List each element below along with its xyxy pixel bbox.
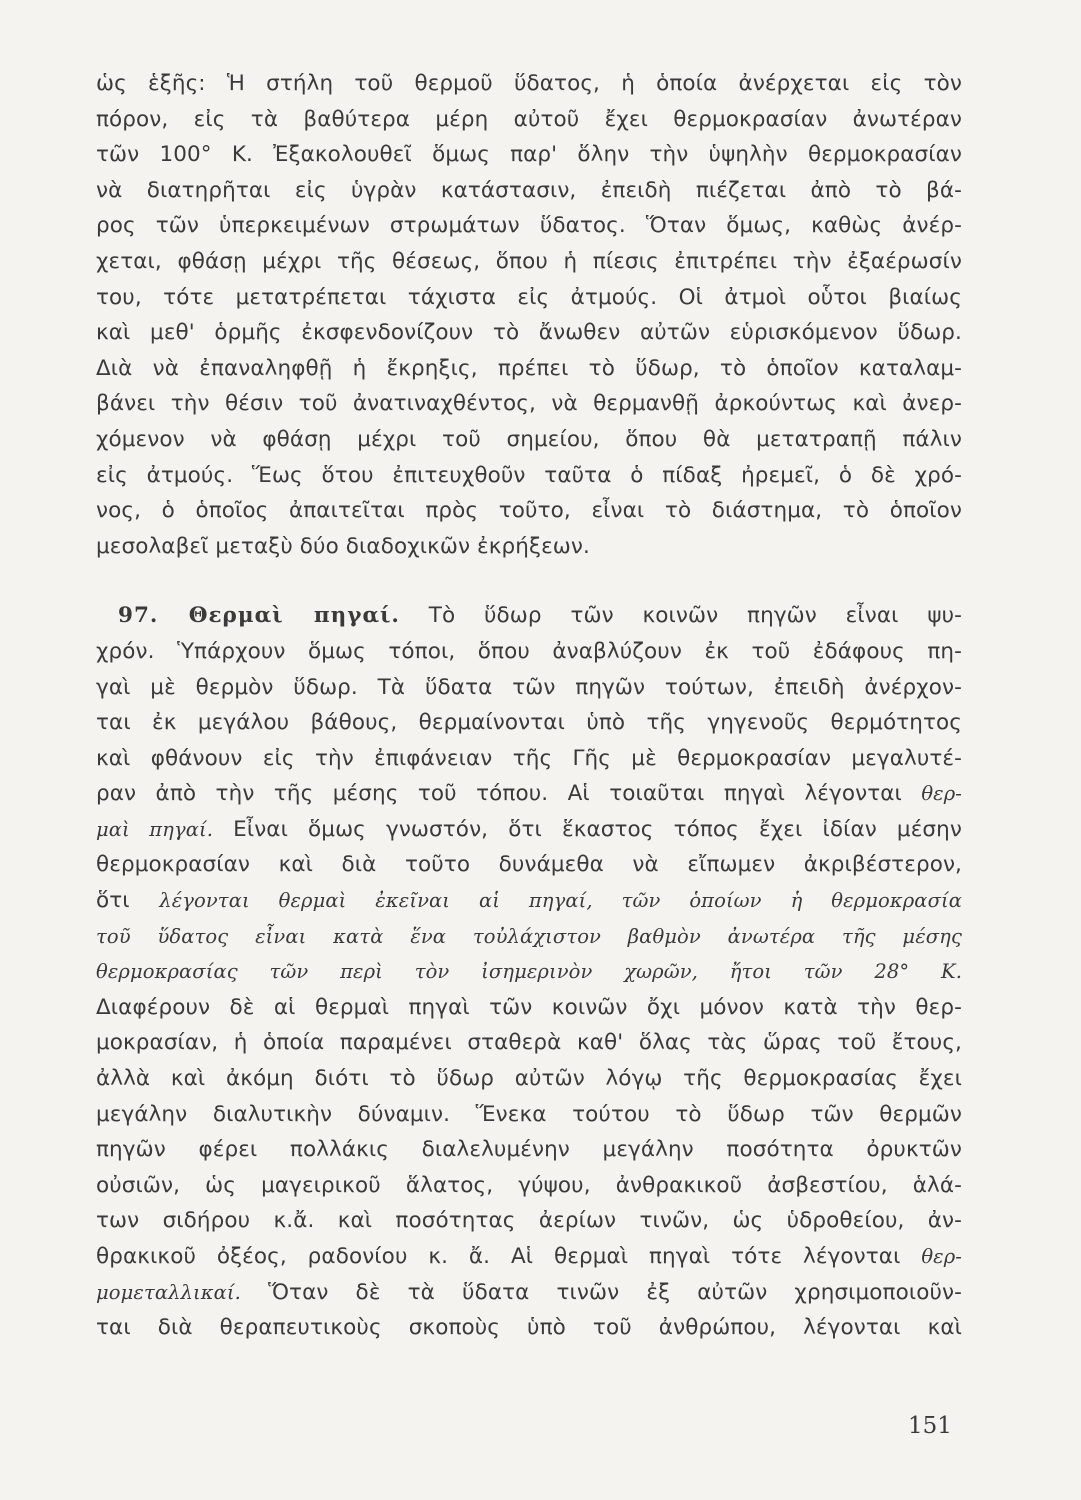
text-span: ὅτι [96,888,160,914]
section-gap [96,564,962,598]
page-number: 151 [908,1413,952,1439]
text-line: χεται, φθάσῃ μέχρι τῆς θέσεως, ὅπου ἡ πίεσις ἐπιτρέπει τὴν ἐξαέρωσίν [96,248,962,274]
text-line: πόρον, εἰς τὰ βαθύτερα μέρη αὐτοῦ ἔχει θερμοκρασίαν ἀνωτέραν [96,106,962,132]
text-line: ρος τῶν ὑπερκειμένων στρωμάτων ὕδατος. Ὅταν ὅμως, καθὼς ἀνέρ- [96,213,962,239]
text-line: γαὶ μὲ θερμὸν ὕδωρ. Τὰ ὕδατα τῶν πηγῶν τούτων, ἐπειδὴ ἀνέρχον- [96,674,962,700]
text-line [96,1239,962,1275]
text-span: θρακικοῦ ὀξέος, ραδονίου κ. ἄ. Αἱ θερμαὶ πηγαὶ τότε λέγονται [96,1244,922,1269]
text-line: χόμενον νὰ φθάσῃ μέχρι τοῦ σημείου, ὅπου θὰ μετατραπῇ πάλιν [96,426,962,452]
section-thermal-springs [96,598,962,1345]
text-line: Διαφέρουν δὲ αἱ θερμαὶ πηγαὶ τῶν κοινῶν ὄχι μόνον κατὰ τὴν θερ- [96,994,962,1020]
text-line: πηγῶν φέρει πολλάκις διαλελυμένην μεγάλην ποσότητα ὀρυκτῶν [96,1137,962,1163]
text-line: μοκρασίαν, ἡ ὁποία παραμένει σταθερὰ καθ' ὅλας τὰς ὥρας τοῦ ἔτους, [96,1030,962,1056]
text-line: ται διὰ θεραπευτικοὺς σκοποὺς ὑπὸ τοῦ ἀνθρώπου, λέγονται καὶ [96,1315,962,1341]
text-line: των σιδήρου κ.ἄ. καὶ ποσότητας ἀερίων τινῶν, ὡς ὑδροθείου, ἀν- [96,1208,962,1234]
text-line: τῶν 100° Κ. Ἐξακολουθεῖ ὅμως παρ' ὅλην τὴν ὑψηλὴν θερμοκρασίαν [96,142,962,168]
text-line: ὡς ἑξῆς: Ἡ στήλη τοῦ θερμοῦ ὕδατος, ἡ ὁποία ἀνέρχεται εἰς τὸν [96,71,962,96]
page-body [96,66,962,1346]
text-span: Εἶναι ὅμως γνωστόν, ὅτι ἕκαστος τόπος ἔχει ἰδίαν μέσην [213,816,962,842]
text-line [96,883,962,919]
text-line: θερμοκρασίαν καὶ διὰ τοῦτο δυνάμεθα νὰ εἴπωμεν ἀκριβέστερον, [96,852,962,878]
text-line: χρόν. Ὑπάρχουν ὅμως τόποι, ὅπου ἀναβλύζουν ἐκ τοῦ ἐδάφους πη- [96,638,962,664]
section-heading: 97. Θερμαὶ πηγαί. [118,603,400,629]
italic-term: θερ- [921,1245,962,1268]
text-line: νος, ὁ ὁποῖος ἀπαιτεῖται πρὸς τοῦτο, εἶναι τὸ διάστημα, τὸ ὁποῖον [96,498,962,524]
section-first-line [96,598,962,634]
text-line: καὶ φθάνουν εἰς τὴν ἐπιφάνειαν τῆς Γῆς μὲ θερμοκρασίαν μεγαλυτέ- [96,745,962,771]
text-line: νὰ διατηρῆται εἰς ὑγρὰν κατάστασιν, ἐπειδὴ πιέζεται ἀπὸ τὸ βά- [96,177,962,203]
text-line [96,1275,962,1311]
text-line: ται ἐκ μεγάλου βάθους, θερμαίνονται ὑπὸ τῆς γηγενοῦς θερμότητος [96,710,962,736]
text-line: μεσολαβεῖ μεταξὺ δύο διαδοχικῶν ἐκρήξεων. [96,533,590,559]
text-line: Διὰ νὰ ἐπαναληφθῇ ἡ ἔκρηξις, πρέπει τὸ ὕδωρ, τὸ ὁποῖον καταλαμ- [96,355,962,381]
italic-definition: θερμοκρασίας τῶν περὶ τὸν ἰσημερινὸν χωρῶν, ἤτοι τῶν 28° Κ. [96,960,962,984]
text-span: Τὸ ὕδωρ τῶν κοινῶν πηγῶν εἶναι ψυ- [399,603,963,629]
italic-definition: λέγονται θερμαὶ ἐκεῖναι αἱ πηγαί, τῶν ὁποίων ἡ θερμοκρασία [159,889,962,913]
text-span: Ὅταν δὲ τὰ ὕδατα τινῶν ἐξ αὐτῶν χρησιμοποιοῦν- [240,1279,962,1305]
text-line: εἰς ἀτμούς. Ἕως ὅτου ἐπιτευχθοῦν ταῦτα ὁ πίδαξ ἠρεμεῖ, ὁ δὲ χρό- [96,462,962,488]
italic-term: μομεταλλικαί. [96,1280,241,1304]
text-line: βάνει τὴν θέσιν τοῦ ἀνατιναχθέντος, νὰ θερμανθῇ ἀρκούντως καὶ ἀνερ- [96,391,962,417]
text-line: μεγάλην διαλυτικὴν δύναμιν. Ἕνεκα τούτου τὸ ὕδωρ τῶν θερμῶν [96,1101,962,1127]
text-line: ἀλλὰ καὶ ἀκόμη διότι τὸ ὕδωρ αὐτῶν λόγῳ τῆς θερμοκρασίας ἔχει [96,1066,962,1092]
text-line [96,812,962,848]
italic-definition: τοῦ ὕδατος εἶναι κατὰ ἕνα τοὐλάχιστον βαθμὸν ἀνωτέρα τῆς μέσης [96,924,962,948]
text-line [96,776,962,812]
italic-term: μαὶ πηγαί. [96,817,214,841]
paragraph-geyser [96,66,962,564]
italic-term: θερ- [921,782,962,806]
text-span: ραν ἀπὸ τὴν τῆς μέσης τοῦ τόπου. Αἱ τοιαῦται πηγαὶ λέγονται [96,781,922,807]
text-line: καὶ μεθ' ὁρμῆς ἐκσφενδονίζουν τὸ ἄνωθεν αὐτῶν εὑρισκόμενον ὕδωρ. [96,320,962,346]
text-line: οὐσιῶν, ὡς μαγειρικοῦ ἅλατος, γύψου, ἀνθρακικοῦ ἀσβεστίου, ἁλά- [96,1172,962,1198]
text-line: του, τότε μετατρέπεται τάχιστα εἰς ἀτμούς. Οἱ ἀτμοὶ οὗτοι βιαίως [96,284,962,310]
